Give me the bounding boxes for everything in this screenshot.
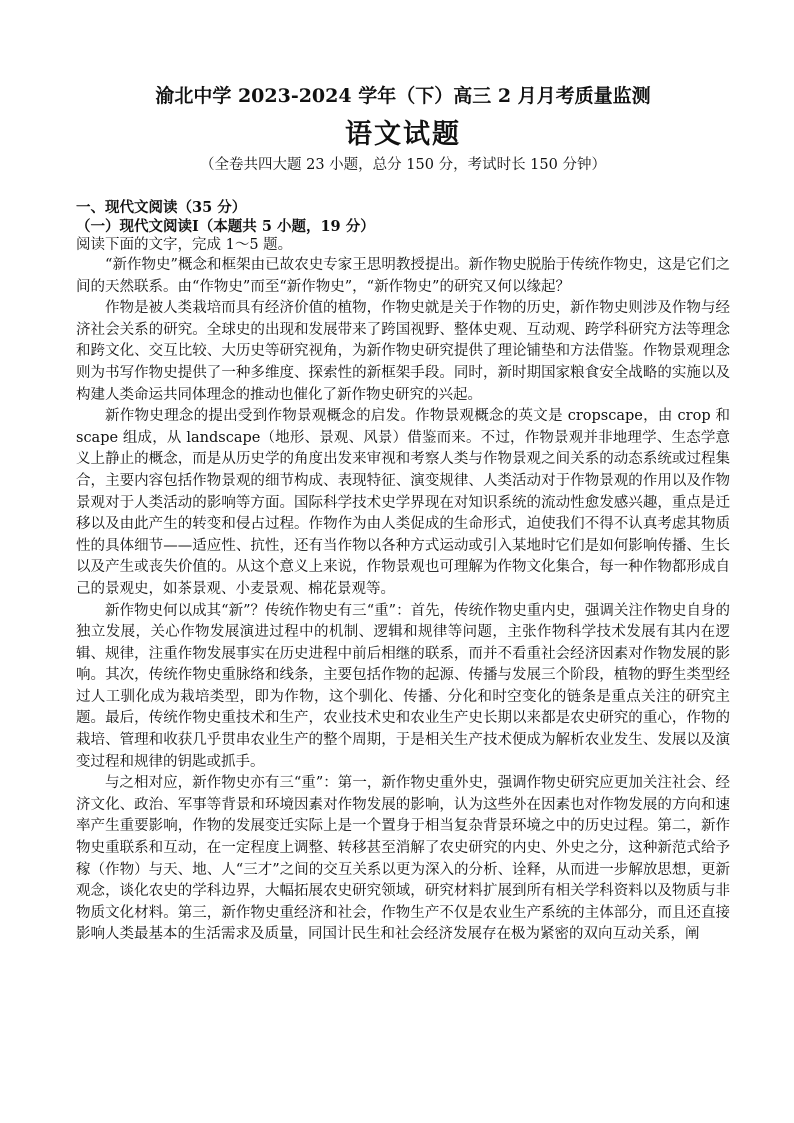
reading-instruction: 阅读下面的文字，完成 1～5 题。 (76, 237, 293, 253)
reading-passage (76, 255, 730, 946)
passage-paragraph: 作物是被人类栽培而具有经济价值的植物，作物史就是关于作物的历史，新作物史则涉及作物与经济社会关系的研究。全球史的出现和发展带来了跨国视野、整体史观、互动观、跨学科研究方法等理念和跨文化、交互比较、大历史等研究视角，为新作物史研究提供了理论铺垫和方法借鉴。作物景观理念则为书写作物史提供了一种多维度、探索性的新框架手段。同时，新时期国家粮食安全战略的实施以及构建人类命运共同体理念的推动也催化了新作物史研究的兴起。 (76, 300, 730, 403)
passage-paragraph: 与之相对应，新作物史亦有三“重”：第一，新作物史重外史，强调作物史研究应更加关注社会、经济文化、政治、军事等背景和环境因素对作物发展的影响，认为这些外在因素也对作物发展的方向和速率产生重要影响，作物的发展变迁实际上是一个置身于相当复杂背景环境之中的历史过程。第二，新作物史重联系和互动，在一定程度上调整、转移甚至消解了农史研究的内史、外史之分，这种新范式给予稼（作物）与天、地、人“三才”之间的交互关系以更为深入的分析、诠释，从而进一步解放思想，更新观念，谈化农史的学科边界，大幅拓展农史研究领域，研究材料扩展到所有相关学科资料以及物质与非物质文化材料。第三，新作物史重经济和社会，作物生产不仅是农业生产系统的主体部分，而且还直接影响人类最基本的生活需求及质量，同国计民生和社会经济发展存在极为紧密的双向互动关系，阐 (76, 775, 730, 943)
exam-info: （全卷共四大题 23 小题，总分 150 分，考试时长 150 分钟） (200, 157, 606, 173)
subject-title: 语文试题 (345, 119, 461, 150)
passage-paragraph: “新作物史”概念和框架由已故农史专家王思明教授提出。新作物史脱胎于传统作物史，这是它们之间的天然联系。由“作物史”而至“新作物史”，“新作物史”的研究又何以缘起？ (76, 257, 730, 295)
school-title: 渝北中学 2023-2024 学年（下）高三 2 月月考质量监测 (155, 85, 651, 107)
passage-paragraph: 新作物史何以成其“新”？传统作物史有三“重”：首先，传统作物史重内史，强调关注作物史自身的独立发展，关心作物发展演进过程中的机制、逻辑和规律等问题，主张作物科学技术发展有其内在逻辑、规律，注重作物发展事实在历史进程中前后相继的联系，而并不看重社会经济因素对作物发展的影响。其次，传统作物史重脉络和线条，主要包括作物的起源、传播与发展三个阶段，植物的野生类型经过人工驯化成为栽培类型，即为作物，这个驯化、传播、分化和时空变化的链条是重点关注的研究主题。最后，传统作物史重技术和生产，农业技术史和农业生产史长期以来都是农史研究的重心，作物的栽培、管理和收获几乎贯串农业生产的整个周期，于是相关生产技术便成为解析农业发生、发展以及演变过程和规律的钥匙或抓手。 (76, 602, 730, 770)
section-heading: 一、现代文阅读（35 分） (76, 199, 247, 216)
passage-paragraph: 新作物史理念的提出受到作物景观概念的启发。作物景观概念的英文是 cropscape，由 crop 和 scape 组成，从 landscape（地形、景观、风景）借鉴而来。不过，作物景观并非地理学、生态学意义上静止的概念，而是从历史学的角度出发来审视和考察人类与作物景观之间关系的动态系统或过程集合，主要内容包括作物景观的细节构成、表现特征、演变规律、人类活动对于作物景观的作用以及作物景观对于人类活动的影响等方面。国际科学技术史学界现在对知识系统的流动性愈发感兴趣，重点是迁移以及由此产生的转变和侵占过程。作物作为由人类促成的生命形式，迫使我们不得不认真考虑其物质性的具体细节——适应性、抗性，还有当作物以各种方式运动或引入某地时它们是如何影响传播、生长以及产生或丧失价值的。从这个意义上来说，作物景观也可理解为作物文化集合，每一种作物都形成自己的景观史，如茶景观、小麦景观、棉花景观等。 (76, 408, 730, 597)
sub-section-heading: （一）现代文阅读Ⅰ（本题共 5 小题，19 分） (76, 218, 375, 235)
